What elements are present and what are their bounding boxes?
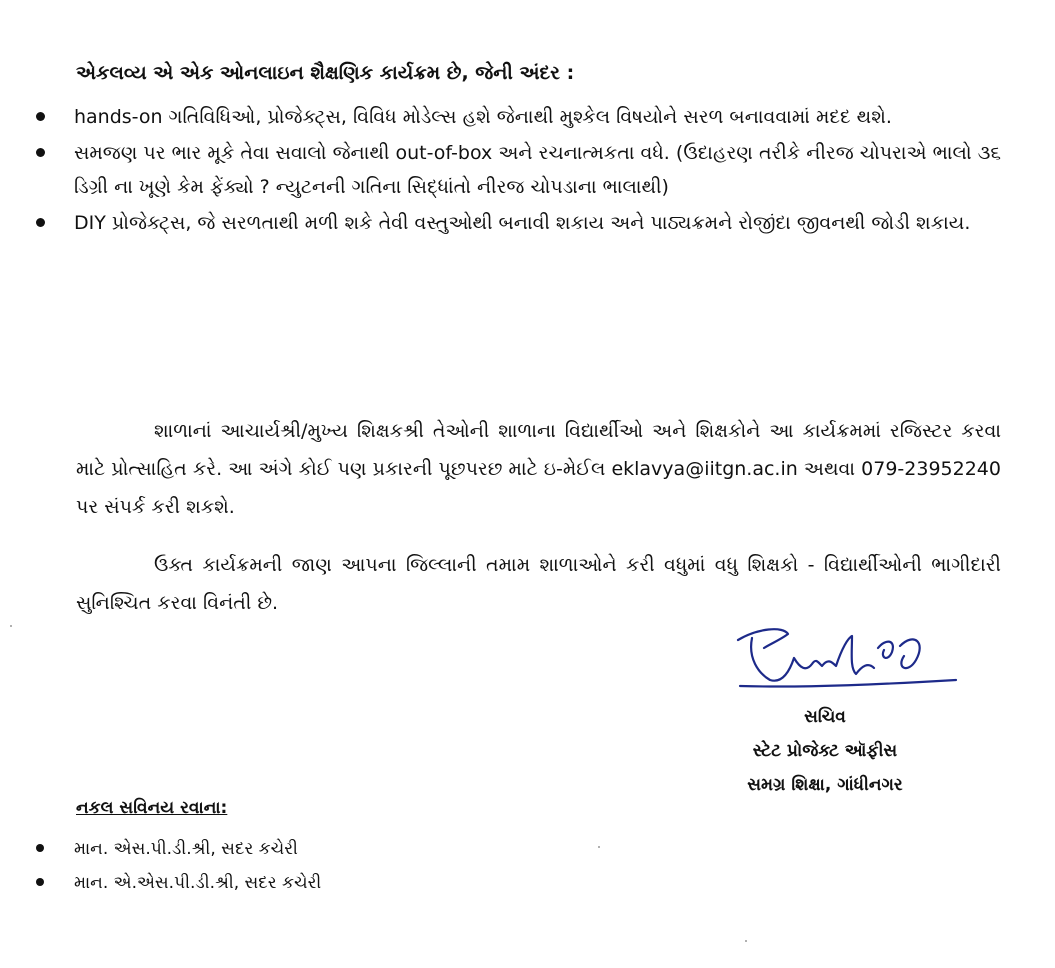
list-item xyxy=(36,866,321,900)
cc-item: માન. એ.એસ.પી.ડી.શ્રી, સદર કચેરી xyxy=(74,873,322,893)
scan-speck xyxy=(745,940,747,942)
list-item xyxy=(36,136,1001,204)
paragraph-request: ઉક્ત કાર્યક્રમની જાણ આપના જિલ્લાની તમામ શાળાઓને કરી વધુમાં વધુ શિક્ષકો - વિદ્યાર્થીઓની ભાગીદારી સુનિશ્ચિત કરવા વિનંતી છે. xyxy=(76,554,1001,614)
list-item-text: hands-on ગતિવિધિઓ, પ્રોજેક્ટ્સ, વિવિધ મોડેલ્સ હશે જેનાથી મુશ્કેલ વિષયોને સરળ બનાવવામાં મદદ થશે. xyxy=(74,106,892,128)
cc-heading: નકલ સવિનય રવાના: xyxy=(76,798,228,818)
signatory-block xyxy=(690,700,960,802)
scan-speck xyxy=(10,625,12,627)
intro-heading: એકલવ્ય એ એક ઓનલાઇન શૈક્ષણિક કાર્યક્રમ છે, જેની અંદર : xyxy=(76,62,575,84)
list-item xyxy=(36,206,1001,240)
cc-list xyxy=(36,832,321,900)
bullet-icon xyxy=(36,218,45,227)
list-item xyxy=(36,100,1001,134)
paragraph-registration: શાળાનાં આચાર્યશ્રી/મુખ્ય શિક્ષકશ્રી તેઓની શાળાના વિદ્યાર્થીઓ અને શિક્ષકોને આ કાર્યક્રમમાં રજિસ્ટર કરવા માટે પ્રોત્સાહિત કરે. આ અંગે કોઈ પણ પ્રકારની પૂછપરછ માટે ઇ-મેઈલ eklavya@iitgn.ac.in અથવા 079-23952240 પર સંપર્ક કરી શકશે. xyxy=(76,420,1001,518)
feature-list xyxy=(36,100,1001,242)
signatory-title: સચિવ xyxy=(804,707,846,727)
handwritten-signature xyxy=(728,618,960,696)
bullet-icon xyxy=(36,878,44,886)
list-item-text: DIY પ્રોજેક્ટ્સ, જે સરળતાથી મળી શકે તેવી વસ્તુઓથી બનાવી શકાય અને પાઠ્યક્રમને રોજીંદા જીવનથી જોડી શકાય. xyxy=(74,212,971,234)
bullet-icon xyxy=(36,148,45,157)
list-item-text: સમજણ પર ભાર મૂકે તેવા સવાલો જેનાથી out-of-box અને રચનાત્મકતા વધે. (ઉદાહરણ તરીકે નીરજ ચોપરાએ ભાલો ૩૬ ડિગ્રી ના ખૂણે કેમ ફેંક્યો ? ન્યુટનની ગતિના સિદ્ધાંતો નીરજ ચોપડાના ભાલાથી) xyxy=(74,142,1001,198)
bullet-icon xyxy=(36,844,44,852)
list-item xyxy=(36,832,321,866)
signatory-office: સ્ટેટ પ્રોજેક્ટ ઑફીસ xyxy=(752,741,898,761)
signatory-org: સમગ્ર શિક્ષા, ગાંધીનગર xyxy=(747,775,903,795)
cc-item: માન. એસ.પી.ડી.શ્રી, સદર કચેરી xyxy=(74,839,298,859)
bullet-icon xyxy=(36,112,45,121)
scan-speck xyxy=(598,846,600,848)
